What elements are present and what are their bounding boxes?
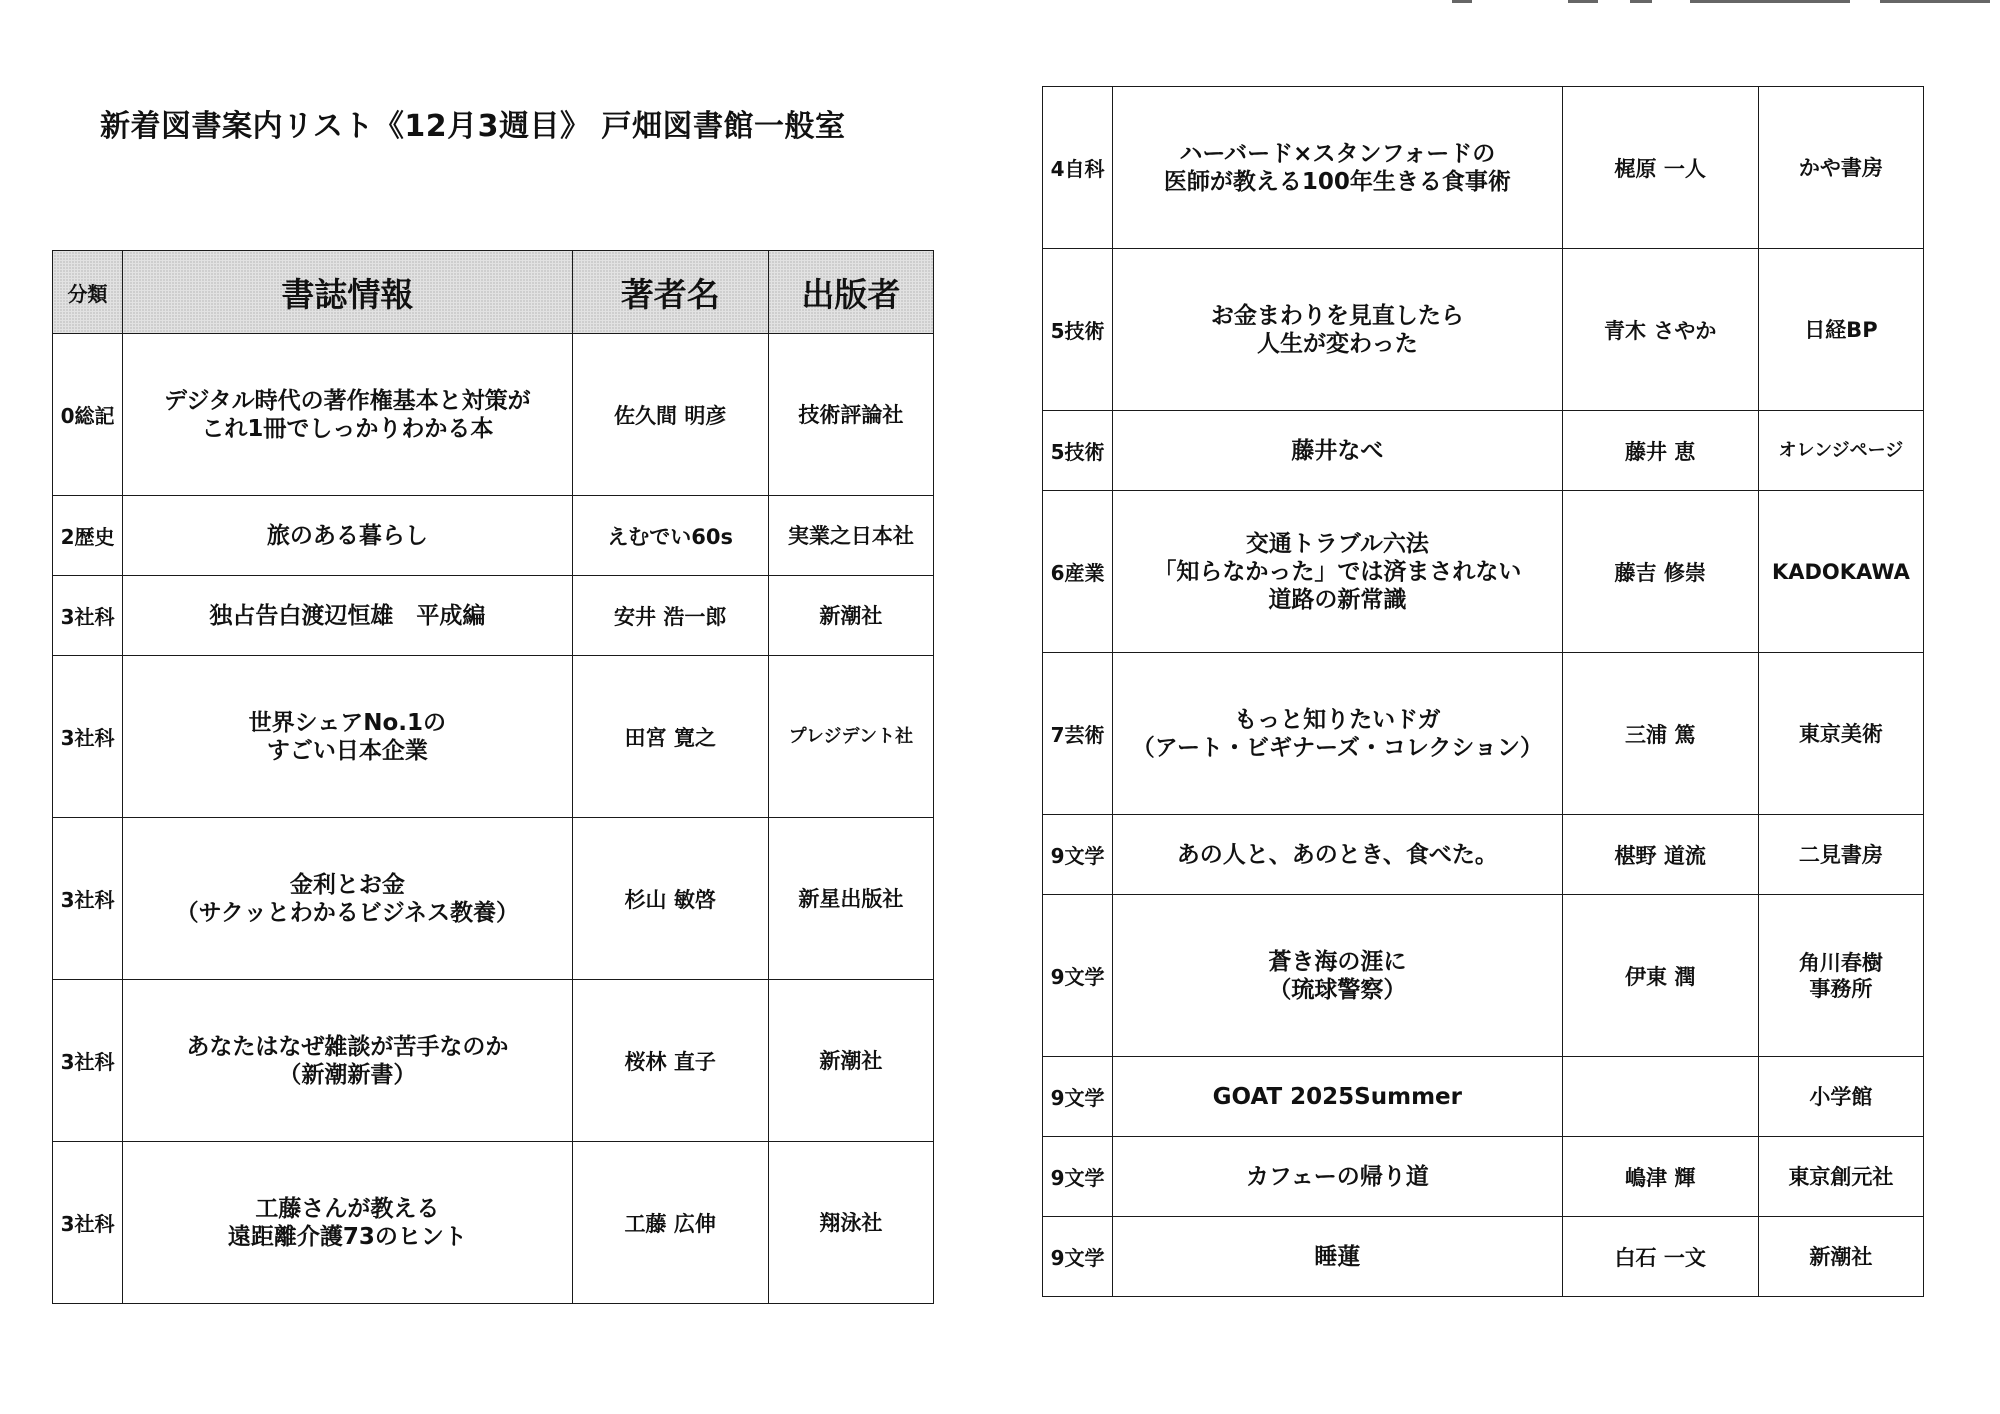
title-cell: カフェーの帰り道 [1113,1137,1563,1217]
title-cell: ハーバード×スタンフォードの 医師が教える100年生きる食事術 [1113,87,1563,249]
title-cell: あの人と、あのとき、食べた。 [1113,815,1563,895]
category-cell: 3社科 [53,656,123,818]
title-cell: GOAT 2025Summer [1113,1057,1563,1137]
header-category: 分類 [53,251,123,334]
category-cell: 4自科 [1043,87,1113,249]
category-cell: 3社科 [53,1142,123,1304]
category-cell: 3社科 [53,818,123,980]
new-books-table-right [1042,86,1924,1297]
category-cell: 7芸術 [1043,653,1113,815]
title-cell: 世界シェアNo.1の すごい日本企業 [123,656,573,818]
publisher-cell: プレジデント社 [768,656,933,818]
scan-mark [1452,0,1472,3]
author-cell: 杉山 敏啓 [572,818,768,980]
title-cell: 睡蓮 [1113,1217,1563,1297]
category-cell: 5技術 [1043,249,1113,411]
title-cell: 蒼き海の涯に （琉球警察） [1113,895,1563,1057]
table-row [1043,87,1924,249]
publisher-cell: 新潮社 [768,980,933,1142]
category-cell: 0総記 [53,334,123,496]
table-row [53,334,934,496]
publisher-cell: 新潮社 [1758,1217,1923,1297]
category-cell: 9文学 [1043,1217,1113,1297]
author-cell: 工藤 広伸 [572,1142,768,1304]
table-row [53,980,934,1142]
title-cell: 旅のある暮らし [123,496,573,576]
publisher-cell: 翔泳社 [768,1142,933,1304]
header-publisher: 出版者 [768,251,933,334]
publisher-cell: 二見書房 [1758,815,1923,895]
header-author: 著者名 [572,251,768,334]
table-row [1043,653,1924,815]
table-row [1043,249,1924,411]
scan-mark [1630,0,1652,3]
publisher-cell: かや書房 [1758,87,1923,249]
category-cell: 9文学 [1043,815,1113,895]
publisher-cell: 新潮社 [768,576,933,656]
publisher-cell: 技術評論社 [768,334,933,496]
publisher-cell: 東京創元社 [1758,1137,1923,1217]
scan-mark [1568,0,1598,3]
new-books-table-left [52,250,934,1304]
table-row [1043,1137,1924,1217]
table-row [1043,411,1924,491]
publisher-cell: 小学館 [1758,1057,1923,1137]
title-cell: デジタル時代の著作権基本と対策が これ1冊でしっかりわかる本 [123,334,573,496]
table-row [53,576,934,656]
category-cell: 2歴史 [53,496,123,576]
title-cell: 藤井なべ [1113,411,1563,491]
category-cell: 9文学 [1043,895,1113,1057]
category-cell: 9文学 [1043,1057,1113,1137]
title-cell: あなたはなぜ雑談が苦手なのか （新潮新書） [123,980,573,1142]
author-cell: 佐久間 明彦 [572,334,768,496]
publisher-cell: KADOKAWA [1758,491,1923,653]
header-title: 書誌情報 [123,251,573,334]
table-row [1043,1057,1924,1137]
title-cell: もっと知りたいドガ （アート・ビギナーズ・コレクション） [1113,653,1563,815]
author-cell: 安井 浩一郎 [572,576,768,656]
author-cell: 三浦 篤 [1562,653,1758,815]
author-cell: 椹野 道流 [1562,815,1758,895]
author-cell: 藤吉 修崇 [1562,491,1758,653]
table-row [53,1142,934,1304]
table-row [53,656,934,818]
author-cell: 白石 一文 [1562,1217,1758,1297]
title-cell: 独占告白渡辺恒雄 平成編 [123,576,573,656]
publisher-cell: 新星出版社 [768,818,933,980]
publisher-cell: 東京美術 [1758,653,1923,815]
author-cell: 桜林 直子 [572,980,768,1142]
author-cell: えむでい60s [572,496,768,576]
category-cell: 9文学 [1043,1137,1113,1217]
author-cell: 伊東 潤 [1562,895,1758,1057]
title-cell: お金まわりを見直したら 人生が変わった [1113,249,1563,411]
title-cell: 金利とお金 （サクッとわかるビジネス教養） [123,818,573,980]
publisher-cell: 角川春樹 事務所 [1758,895,1923,1057]
publisher-cell: オレンジページ [1758,411,1923,491]
table-header-row [53,251,934,334]
author-cell: 田宮 寛之 [572,656,768,818]
scan-mark [1880,0,1990,3]
title-cell: 工藤さんが教える 遠距離介護73のヒント [123,1142,573,1304]
table-row [1043,1217,1924,1297]
table-row [53,496,934,576]
page-title: 新着図書案内リスト《12月3週目》 戸畑図書館一般室 [100,109,846,144]
author-cell: 青木 さやか [1562,249,1758,411]
author-cell: 梶原 一人 [1562,87,1758,249]
author-cell: 嶋津 輝 [1562,1137,1758,1217]
scan-mark [1690,0,1850,3]
publisher-cell: 日経BP [1758,249,1923,411]
author-cell: 藤井 恵 [1562,411,1758,491]
table-row [1043,491,1924,653]
publisher-cell: 実業之日本社 [768,496,933,576]
table-row [1043,815,1924,895]
category-cell: 3社科 [53,980,123,1142]
category-cell: 5技術 [1043,411,1113,491]
author-cell [1562,1057,1758,1137]
title-cell: 交通トラブル六法 「知らなかった」では済まされない 道路の新常識 [1113,491,1563,653]
category-cell: 3社科 [53,576,123,656]
table-row [1043,895,1924,1057]
table-row [53,818,934,980]
category-cell: 6産業 [1043,491,1113,653]
